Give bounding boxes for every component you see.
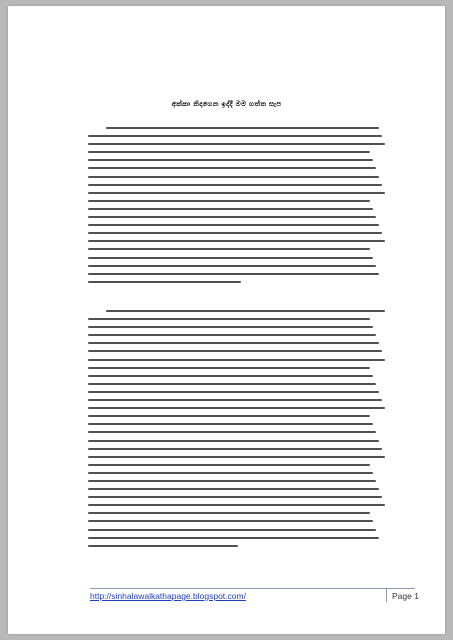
text-line [88,200,370,202]
text-line [88,537,379,539]
text-line [88,391,379,393]
text-line [88,512,370,514]
text-line [88,480,376,482]
text-line [88,273,379,275]
text-line [88,359,385,361]
text-line [88,257,373,259]
text-line [88,383,376,385]
footer-link[interactable]: http://sinhalawalkathapage.blogspot.com/ [90,591,246,601]
text-line [88,192,385,194]
text-line [88,318,370,320]
text-line [88,135,382,137]
text-line [88,281,241,283]
text-line [88,334,376,336]
text-line [88,448,382,450]
text-line [88,545,238,547]
text-line [88,167,376,169]
text-line [88,407,385,409]
paragraph-2 [88,310,388,553]
text-line [88,415,370,417]
text-line [88,488,379,490]
text-line [88,342,379,344]
footer-separator [386,589,387,602]
text-line [88,184,382,186]
text-line [88,440,379,442]
text-line [88,143,385,145]
text-line [88,456,385,458]
text-line [88,326,373,328]
paragraph-1 [88,127,388,289]
text-line [88,472,373,474]
text-line [88,248,370,250]
text-line [88,496,382,498]
text-line [88,423,373,425]
text-line [88,208,373,210]
footer-divider [90,588,415,589]
text-line [88,350,382,352]
document-page [8,6,445,634]
text-line [88,159,373,161]
text-line [88,399,382,401]
text-line [88,375,373,377]
text-line [106,127,379,129]
text-line [88,232,382,234]
document-title: අක්කා නිදාගෙන ඉද්දී මම ගත්ත සැප [171,100,282,108]
text-line [88,224,379,226]
text-line [106,310,385,312]
text-line [88,240,385,242]
text-line [88,367,370,369]
text-line [88,151,370,153]
text-line [88,431,376,433]
text-line [88,464,370,466]
page-number: Page 1 [392,591,419,601]
text-line [88,216,376,218]
text-line [88,265,376,267]
text-line [88,529,376,531]
text-line [88,176,379,178]
text-line [88,520,373,522]
text-line [88,504,385,506]
